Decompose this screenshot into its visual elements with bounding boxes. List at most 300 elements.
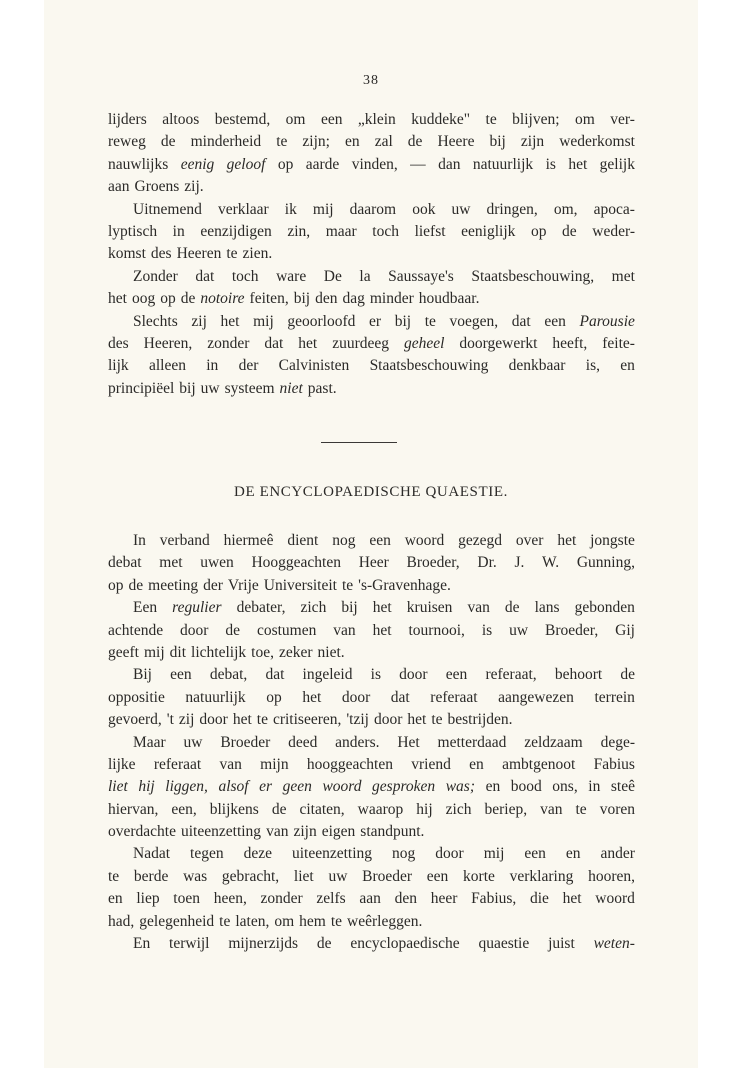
word: Gunning, — [576, 554, 635, 572]
word: mijnerzijds — [228, 935, 299, 953]
scan-margin-right — [698, 0, 738, 1068]
word: Het — [397, 733, 420, 751]
word: op — [108, 576, 124, 594]
word: referaat — [430, 688, 478, 706]
word: de — [562, 222, 577, 240]
word: de — [225, 621, 241, 639]
word: de — [160, 133, 176, 151]
word: te — [108, 867, 120, 885]
word: Staatsbeschouwing, — [471, 267, 595, 285]
word: mij — [483, 845, 505, 863]
text-line — [108, 687, 635, 709]
word: Groens — [134, 178, 180, 196]
text-line — [108, 333, 635, 355]
word: een — [320, 111, 343, 128]
word: referaat — [153, 755, 202, 773]
word: In — [133, 532, 146, 549]
word: doorgewerkt — [459, 334, 538, 352]
word: geoorloofd — [287, 312, 356, 330]
word: dat — [195, 267, 215, 285]
text-line — [108, 176, 635, 198]
word: niet — [279, 379, 303, 397]
word: weder- — [592, 222, 635, 240]
word: zij. — [184, 178, 204, 196]
word: 's-Gravenhage. — [358, 576, 451, 594]
word: oog — [131, 290, 156, 308]
word: uw — [509, 621, 529, 639]
word: houdbaar. — [418, 290, 480, 308]
word: en — [485, 778, 501, 796]
word: Broeder, — [406, 554, 460, 572]
word: lans — [534, 599, 560, 617]
word: Calvinisten — [278, 357, 350, 375]
word: zal — [374, 133, 393, 151]
text-line — [108, 199, 635, 221]
word: metterdaad — [437, 733, 507, 751]
text-line — [108, 243, 635, 265]
word: Heer — [358, 554, 389, 572]
text-line — [108, 311, 635, 333]
word: Heere — [437, 133, 475, 151]
word: een — [544, 312, 566, 330]
word: van — [467, 599, 490, 617]
word: weten- — [593, 935, 635, 953]
word: hooggeachten — [306, 755, 393, 773]
word: en — [345, 133, 360, 151]
word: des — [150, 245, 172, 263]
word: het — [298, 334, 318, 352]
word: door — [399, 666, 428, 684]
word: hij — [138, 778, 155, 796]
word: den — [315, 290, 338, 308]
word: zeker — [278, 643, 313, 661]
word: principiëel — [108, 379, 175, 397]
word: van — [266, 823, 289, 841]
word: hiervan, — [108, 800, 159, 818]
word: woord — [404, 532, 445, 549]
text-line — [108, 154, 635, 176]
word: om — [574, 111, 595, 128]
word: zijn — [293, 823, 317, 841]
word: reweg — [108, 133, 146, 151]
word: dit — [169, 643, 187, 661]
word: heer — [430, 890, 458, 908]
word: waarop — [357, 800, 404, 818]
word: gelegenheid — [139, 912, 215, 930]
word: uw — [328, 867, 348, 885]
word: is, — [585, 357, 600, 375]
word: nog — [392, 845, 416, 863]
word: te — [276, 133, 288, 151]
word: standpunt. — [360, 823, 425, 841]
word: tegen — [190, 845, 224, 863]
word: komst — [108, 245, 146, 263]
word: een — [445, 666, 468, 684]
word: blijven; — [512, 111, 560, 128]
word: had, — [108, 912, 135, 930]
word: zijn; — [302, 133, 330, 151]
word: toch — [372, 222, 399, 240]
word: te — [431, 711, 443, 729]
word: dege- — [600, 733, 635, 751]
word: de — [620, 666, 635, 684]
word: Staatsbeschouwing — [369, 357, 489, 375]
word: te — [330, 912, 343, 930]
word: uw — [183, 733, 203, 751]
text-line — [108, 378, 635, 400]
word: Zonder — [133, 267, 178, 285]
word: te — [485, 111, 497, 128]
word: ambtgenoot — [502, 755, 576, 773]
word: de — [271, 800, 287, 818]
word: bood — [510, 778, 542, 796]
word: geheel — [403, 334, 445, 352]
word: kruisen — [406, 599, 453, 617]
word: lichtelijk — [191, 643, 247, 661]
text-line — [108, 664, 635, 686]
word: debat, — [209, 666, 248, 684]
word: — — [410, 155, 426, 173]
word: voegen, — [449, 312, 499, 330]
word: Maar — [133, 733, 166, 751]
word: hooren, — [588, 867, 635, 885]
section-divider — [321, 442, 397, 443]
word: ons, — [552, 778, 578, 796]
word: dat — [265, 666, 285, 684]
word: om — [274, 912, 295, 930]
word: uw — [451, 200, 471, 218]
word: zonder — [207, 334, 250, 352]
word: beriep, — [484, 800, 528, 818]
word: feite- — [602, 334, 635, 352]
word: mijn — [260, 755, 289, 773]
word: dringen, — [486, 200, 538, 218]
word: korte — [463, 867, 495, 885]
word: een — [170, 666, 192, 684]
word: la — [359, 267, 371, 285]
word: altoos — [162, 111, 200, 128]
word: denkbaar — [508, 357, 566, 375]
word: mij — [312, 200, 334, 218]
word: lijders — [108, 111, 147, 128]
word: op — [160, 290, 176, 308]
word: om, — [553, 200, 578, 218]
word: op — [266, 688, 282, 706]
word: Bij — [133, 666, 152, 684]
word: te — [341, 576, 354, 594]
word: liet — [293, 867, 314, 885]
text-line — [108, 754, 635, 776]
word: uw — [200, 379, 220, 397]
text-line — [108, 530, 635, 552]
word: Saussaye's — [388, 267, 454, 285]
word: natuurlijk — [185, 688, 246, 706]
word: het — [302, 688, 322, 706]
word: hem — [299, 912, 326, 930]
word: Uitnemend — [133, 200, 202, 218]
word: weêrleggen. — [347, 912, 423, 930]
word: het — [372, 621, 392, 639]
word: ik — [284, 200, 297, 218]
word: Universiteit — [263, 576, 337, 594]
word: is — [370, 666, 381, 684]
word: W. — [542, 554, 560, 572]
word: Broeder, — [545, 621, 599, 639]
word: Broeder — [220, 733, 271, 751]
word: costumen — [256, 621, 317, 639]
word: te — [256, 711, 268, 729]
word: terwijl — [169, 935, 210, 953]
word: de — [504, 599, 520, 617]
word: oppositie — [108, 688, 165, 706]
word: mij — [143, 643, 165, 661]
word: nog — [332, 532, 356, 549]
word: zich — [300, 599, 327, 617]
text-line — [108, 288, 635, 310]
word: 't — [166, 711, 174, 729]
word: achtende — [108, 621, 164, 639]
word: dag — [342, 290, 365, 308]
word: het — [108, 290, 127, 308]
word: door — [341, 688, 371, 706]
word: liet — [108, 778, 128, 796]
word: citaten, — [299, 800, 345, 818]
word: alsof — [218, 778, 249, 796]
word: door — [435, 845, 464, 863]
text-line — [108, 866, 635, 888]
word: uiteenzetting — [291, 845, 373, 863]
word: uwen — [200, 554, 234, 572]
word: aan — [108, 178, 130, 196]
word: wederkomst — [559, 133, 635, 151]
word: van — [333, 621, 356, 639]
word: steê — [610, 778, 635, 796]
word: ver- — [610, 111, 635, 128]
word: minderheid — [190, 133, 262, 151]
word: over — [515, 532, 544, 549]
word: encyclopaedische — [350, 935, 460, 953]
word: apoca- — [593, 200, 635, 218]
word: die — [529, 890, 549, 908]
word: een — [369, 532, 391, 549]
word: een, — [171, 800, 197, 818]
word: anders. — [335, 733, 380, 751]
word: bij — [394, 312, 412, 330]
word: nauwlijks — [108, 155, 169, 173]
text-line — [108, 620, 635, 642]
word: een — [426, 867, 449, 885]
text-line — [108, 355, 635, 377]
book-page — [44, 0, 698, 1068]
word: natuurlijk — [472, 155, 534, 173]
word: tournooi, — [408, 621, 465, 639]
word: bij — [341, 599, 358, 617]
word: heen, — [213, 890, 247, 908]
word: de — [407, 133, 423, 151]
word: zijn — [520, 133, 545, 151]
word: en — [469, 755, 484, 773]
word: toe, — [251, 643, 274, 661]
word: uiteenzetting — [181, 823, 262, 841]
word: liep — [136, 890, 160, 908]
word: het — [568, 155, 588, 173]
word: in — [588, 778, 601, 796]
word: geloof — [226, 155, 266, 173]
word: door — [373, 711, 403, 729]
word: regulier — [172, 599, 222, 617]
word: vriend — [411, 755, 451, 773]
text-line — [108, 911, 635, 933]
word: Een — [133, 599, 158, 617]
word: En — [133, 935, 151, 953]
word: was; — [445, 778, 476, 796]
word: Fabius, — [471, 890, 517, 908]
text-line — [108, 597, 635, 619]
word: Heeren, — [143, 334, 193, 352]
word: critiseeren, — [272, 711, 342, 729]
word: zonder — [260, 890, 303, 908]
word: woord — [322, 778, 362, 796]
word: op — [530, 222, 547, 240]
word: bestrijden. — [447, 711, 513, 729]
word: voren — [599, 800, 635, 818]
word: daarom — [349, 200, 397, 218]
word: zij — [178, 711, 195, 729]
word: de — [128, 576, 144, 594]
word: en — [565, 845, 581, 863]
word: De — [323, 267, 342, 285]
word: is — [545, 155, 556, 173]
word: te — [424, 312, 436, 330]
word: hiermeê — [223, 532, 274, 549]
word: het — [407, 711, 427, 729]
word: van — [540, 800, 563, 818]
word: overdachte — [108, 823, 176, 841]
word: er — [259, 778, 273, 796]
word: den — [394, 890, 417, 908]
text-line — [108, 776, 635, 798]
word: lijke — [108, 755, 136, 773]
word: heeft, — [552, 334, 588, 352]
word: berde — [133, 867, 169, 885]
word: het — [562, 890, 582, 908]
word: des — [108, 334, 129, 352]
word: verklaring — [509, 867, 574, 885]
word: maar — [325, 222, 357, 240]
word: toch — [231, 267, 259, 285]
text-line — [108, 843, 635, 865]
word: Vrije — [227, 576, 259, 594]
word: eigen — [321, 823, 356, 841]
word: quaestie — [478, 935, 530, 953]
word: te — [219, 912, 231, 930]
word: en — [108, 890, 123, 908]
word: gesproken — [372, 778, 436, 796]
word: Dr. — [477, 554, 497, 572]
word: het — [232, 711, 252, 729]
word: dan — [438, 155, 461, 173]
word: bij — [489, 133, 506, 151]
word: zin, — [287, 222, 311, 240]
word: deze — [243, 845, 272, 863]
word: dat — [264, 334, 284, 352]
word: blijkens — [209, 800, 259, 818]
text-line — [108, 933, 635, 955]
word: in — [172, 222, 185, 240]
text-line — [108, 575, 635, 597]
word: door — [180, 621, 209, 639]
word: deed — [288, 733, 318, 751]
text-line — [108, 109, 635, 131]
text-line — [108, 821, 635, 843]
word: feiten, — [249, 290, 289, 308]
word: „klein — [357, 111, 396, 128]
word: het — [220, 312, 240, 330]
text-line — [108, 642, 635, 664]
scan-margin-left — [0, 0, 44, 1068]
word: behoort — [554, 666, 603, 684]
word: Gij — [615, 621, 635, 639]
word: gebracht, — [221, 867, 280, 885]
text-line — [108, 799, 635, 821]
section-title: DE ENCYCLOPAEDISCHE QUAESTIE. — [234, 484, 508, 500]
word: jongste — [590, 532, 635, 549]
word: op — [277, 155, 294, 173]
word: aangewezen — [498, 688, 574, 706]
word: Slechts — [133, 312, 178, 330]
word: er — [369, 312, 382, 330]
word: verklaar — [217, 200, 269, 218]
text-line — [108, 131, 635, 153]
word: bij — [293, 290, 311, 308]
word: eeniglijk — [461, 222, 516, 240]
word: systeem — [224, 379, 275, 397]
word: notoire — [200, 290, 245, 308]
word: liefst — [414, 222, 446, 240]
text-line — [108, 732, 635, 754]
word: toen — [173, 890, 200, 908]
word: alleen — [148, 357, 186, 375]
word: de — [316, 935, 332, 953]
word: gezegd — [458, 532, 503, 549]
text-line — [108, 266, 635, 288]
word: dat — [511, 312, 531, 330]
word: niet. — [317, 643, 345, 661]
word: bestemd, — [214, 111, 271, 128]
word: in — [206, 357, 219, 375]
word: gebonden — [574, 599, 635, 617]
word: debater, — [236, 599, 286, 617]
word: debat — [108, 554, 142, 572]
word: te — [575, 800, 587, 818]
word: Broeder — [362, 867, 413, 885]
word: Fabius — [593, 755, 635, 773]
word: zien. — [242, 245, 273, 263]
word: der — [238, 357, 259, 375]
word: hij — [416, 800, 433, 818]
word: van — [219, 755, 242, 773]
word: liggen, — [165, 778, 208, 796]
word: en — [620, 357, 635, 375]
word: geen — [282, 778, 312, 796]
word: eenig — [180, 155, 215, 173]
page-number: 38 — [363, 73, 379, 88]
word: geeft — [108, 643, 139, 661]
word: is — [481, 621, 493, 639]
text-line — [108, 888, 635, 910]
word: vinden, — [351, 155, 398, 173]
word: J. — [514, 554, 525, 572]
